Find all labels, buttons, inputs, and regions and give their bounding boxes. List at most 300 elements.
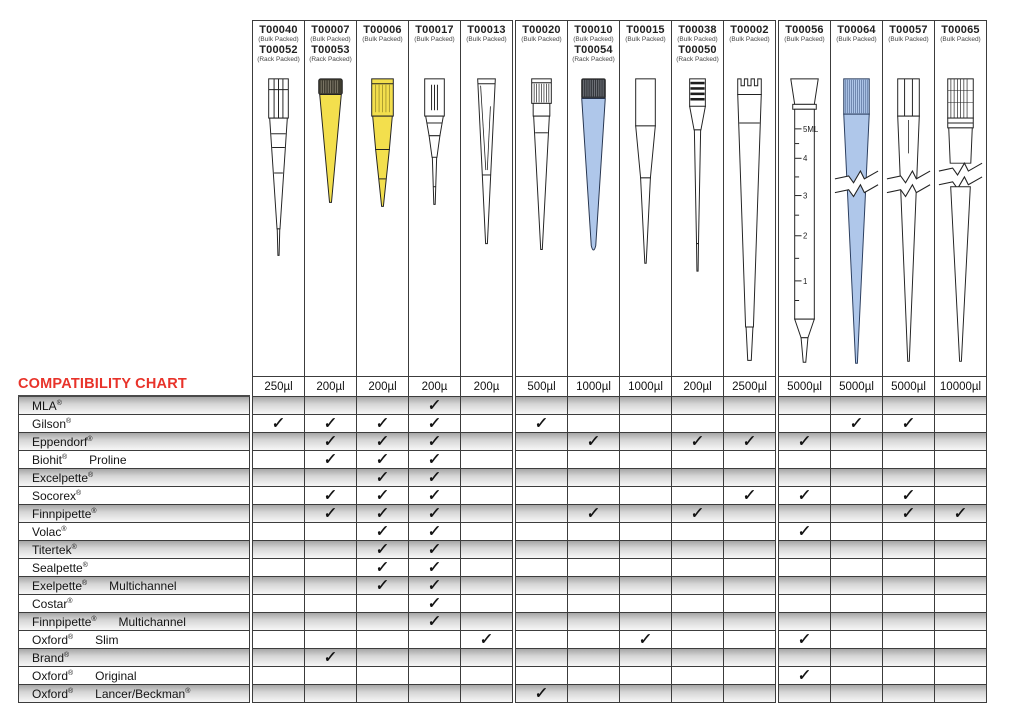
pack-type: (Bulk Packed) [784,36,825,43]
compat-cell [724,505,775,523]
compat-cell [779,469,830,487]
compat-cell [253,541,304,559]
compat-cell [831,523,882,541]
product-codes [466,21,506,74]
check-mark: ✓ [534,684,549,703]
compat-cell [305,505,356,523]
graduation-label: 4 [803,154,808,164]
compat-cell [672,469,723,487]
product-column-header [779,20,830,377]
compat-cell [357,433,408,451]
check-mark: ✓ [427,576,442,595]
compat-cell [357,523,408,541]
product-code: T00038 [678,24,717,36]
compat-cell [672,631,723,649]
compat-cell [568,487,619,505]
compat-cell [672,541,723,559]
check-mark: ✓ [427,558,442,577]
product-column-header [831,20,882,377]
compat-cell [305,451,356,469]
brand-name: Biohit® [32,452,68,467]
product-code: T00040 [259,24,298,36]
compat-cell [568,397,619,415]
compat-cell [831,667,882,685]
compat-cell [724,523,775,541]
compat-cell [935,523,986,541]
brand-name: Volac® [32,524,67,539]
product-column-header [409,20,460,377]
compat-cell [724,685,775,703]
compat-cell [409,685,460,703]
pipette-tip-illustration [831,74,882,374]
compat-cell [935,649,986,667]
compat-cell [253,397,304,415]
compat-cell [516,505,567,523]
brand-name: Finnpipette® [32,614,97,629]
pack-type: (Bulk Packed) [836,36,877,43]
compat-cell [253,433,304,451]
compat-cell [568,523,619,541]
compat-cell [357,469,408,487]
compat-cell [409,541,460,559]
check-mark: ✓ [901,414,916,433]
product-column-header [620,20,671,377]
product-code: T00053 [311,44,350,56]
compat-cell [409,433,460,451]
compat-cell [516,631,567,649]
product-codes [888,21,928,74]
product-code: T00017 [415,24,454,36]
pack-type: (Bulk Packed) [362,36,403,43]
check-mark: ✓ [427,468,442,487]
brand-name: Sealpette® [32,560,88,575]
compat-cell [305,667,356,685]
compat-cell [568,505,619,523]
compat-cell [357,487,408,505]
compat-cell [883,397,934,415]
product-column-header [461,20,512,377]
compat-cell [672,595,723,613]
compat-cell [461,523,512,541]
compat-cell [568,577,619,595]
row-label [18,541,250,559]
volume-label: 5000µl [831,377,882,397]
product-column-header [672,20,723,377]
compat-cell [620,631,671,649]
product-codes [572,21,615,74]
compat-cell [461,649,512,667]
product-code: T00015 [626,24,665,36]
compat-cell [831,595,882,613]
product-codes [309,21,352,74]
row-label [18,433,250,451]
check-mark: ✓ [323,648,338,667]
compat-cell [620,613,671,631]
pack-type: (Bulk Packed) [310,36,351,43]
compat-cell [779,577,830,595]
compat-cell [568,649,619,667]
compat-cell [779,595,830,613]
compat-cell [516,577,567,595]
brand-qualifier: Proline [89,452,127,467]
product-codes [521,21,561,74]
row-label [18,523,250,541]
compat-cell [568,595,619,613]
pipette-tip-illustration [724,74,775,374]
compat-cell [253,523,304,541]
pack-type: (Bulk Packed) [729,36,770,43]
volume-label: 2500µl [724,377,775,397]
compat-cell [568,433,619,451]
compat-cell [672,577,723,595]
compat-cell [935,613,986,631]
compat-cell [672,559,723,577]
compat-cell [831,613,882,631]
product-column [935,20,987,703]
brand-qualifier: Multichannel [118,614,186,629]
compat-cell [516,649,567,667]
check-mark: ✓ [323,414,338,433]
compat-cell [568,469,619,487]
compat-cell [779,559,830,577]
compat-cell [409,505,460,523]
brand-name: Oxford® [32,632,74,647]
column-group-1 [252,20,513,703]
pipette-tip-illustration [672,74,723,374]
check-mark: ✓ [427,486,442,505]
volume-label: 5000µl [883,377,934,397]
row-label [18,613,250,631]
row-label [18,505,250,523]
compat-cell [357,667,408,685]
compat-cell [461,451,512,469]
compat-cell [253,559,304,577]
compat-cell [568,415,619,433]
compat-cell [935,451,986,469]
compat-cell [461,613,512,631]
check-mark: ✓ [427,396,442,415]
pack-type: (Bulk Packed) [940,36,981,43]
compat-cell [883,631,934,649]
compat-cell [620,523,671,541]
compat-cell [935,595,986,613]
compat-cell [305,487,356,505]
graduation-label: 5ML [803,124,819,134]
compat-cell [253,631,304,649]
product-code: T00064 [837,24,876,36]
compat-cell [831,487,882,505]
compat-cell [305,541,356,559]
check-mark: ✓ [375,468,390,487]
compat-cell [724,595,775,613]
compat-cell [357,685,408,703]
compat-cell [461,685,512,703]
compat-cell [883,415,934,433]
compat-cell [568,613,619,631]
compat-cell [409,487,460,505]
pack-type: (Bulk Packed) [521,36,562,43]
compat-cell [409,451,460,469]
compat-cell [883,541,934,559]
product-code: T00057 [889,24,928,36]
row-label [18,631,250,649]
volume-label: 1000µl [568,377,619,397]
check-mark: ✓ [375,522,390,541]
product-column [409,20,461,703]
compat-cell [409,523,460,541]
compat-cell [357,451,408,469]
pipette-tip-illustration [305,74,356,374]
check-mark: ✓ [375,558,390,577]
compat-cell [461,595,512,613]
row-label [18,559,250,577]
compat-cell [620,667,671,685]
compat-cell [935,631,986,649]
compat-cell [461,577,512,595]
product-codes [676,21,719,74]
pack-type: (Bulk Packed) [573,36,614,43]
brand-name: MLA® [32,398,62,413]
compat-cell [831,631,882,649]
check-mark: ✓ [427,540,442,559]
check-mark: ✓ [375,576,390,595]
compat-cell [305,649,356,667]
compat-cell [516,487,567,505]
compat-cell [409,559,460,577]
compat-cell [620,397,671,415]
compat-cell [724,613,775,631]
compat-cell [935,415,986,433]
compat-cell [724,397,775,415]
compat-cell [935,667,986,685]
product-code: T00065 [941,24,980,36]
row-label [18,685,250,703]
brand-name: Gilson® [32,416,72,431]
product-column-header [724,20,775,377]
brand-name: Socorex® [32,488,82,503]
chart-title: COMPATIBILITY CHART [18,376,187,392]
compat-cell [357,631,408,649]
compat-cell [831,559,882,577]
brand-qualifier: Lancer/Beckman® [95,686,191,701]
brand-name: Eppendorf® [32,434,93,449]
compat-cell [620,559,671,577]
compat-cell [779,685,830,703]
compat-cell [883,649,934,667]
compat-cell [357,505,408,523]
compat-cell [779,415,830,433]
compat-cell [779,649,830,667]
pipette-tip-illustration [779,74,830,374]
compat-cell [357,415,408,433]
compat-cell [409,667,460,685]
check-mark: ✓ [797,630,812,649]
product-column [253,20,305,703]
row-label [18,649,250,667]
product-column [831,20,883,703]
pipette-tip-illustration [409,74,460,374]
check-mark: ✓ [323,504,338,523]
compatibility-table [18,20,1030,703]
check-mark: ✓ [797,432,812,451]
compat-cell [620,415,671,433]
compat-cell [253,415,304,433]
compat-cell [568,451,619,469]
check-mark: ✓ [586,432,601,451]
product-column [305,20,357,703]
compat-cell [620,451,671,469]
compat-cell [779,667,830,685]
compat-cell [253,505,304,523]
compat-cell [831,415,882,433]
compat-cell [779,631,830,649]
compat-cell [935,397,986,415]
check-mark: ✓ [323,450,338,469]
compat-cell [831,433,882,451]
product-column [357,20,409,703]
compat-cell [305,397,356,415]
compat-cell [883,433,934,451]
row-label [18,451,250,469]
compat-cell [409,469,460,487]
brand-qualifier: Slim [95,632,119,647]
compat-cell [357,541,408,559]
check-mark: ✓ [586,504,601,523]
compat-cell [620,577,671,595]
compat-cell [883,595,934,613]
compat-cell [620,433,671,451]
compat-cell [568,541,619,559]
pack-type: (Rack Packed) [309,56,352,63]
check-mark: ✓ [427,522,442,541]
volume-label: 5000µl [779,377,830,397]
check-mark: ✓ [690,432,705,451]
compat-cell [724,541,775,559]
graduation-label: 1 [803,276,808,286]
check-mark: ✓ [427,450,442,469]
compat-cell [672,451,723,469]
compat-cell [461,559,512,577]
compat-cell [779,523,830,541]
check-mark: ✓ [375,432,390,451]
compat-cell [357,595,408,613]
pipette-tip-illustration [516,74,567,374]
title-cell [18,377,250,397]
compat-cell [620,649,671,667]
compat-cell [568,685,619,703]
compat-cell [305,469,356,487]
compat-cell [409,613,460,631]
brand-name: Brand® [32,650,70,665]
compat-cell [724,667,775,685]
compat-cell [461,667,512,685]
compat-cell [461,487,512,505]
compat-cell [253,685,304,703]
graduation-label: 2 [803,231,808,241]
compat-cell [724,631,775,649]
check-mark: ✓ [427,594,442,613]
compat-cell [516,451,567,469]
compat-cell [305,415,356,433]
check-mark: ✓ [427,504,442,523]
check-mark: ✓ [375,504,390,523]
check-mark: ✓ [375,414,390,433]
product-codes [625,21,665,74]
check-mark: ✓ [534,414,549,433]
compat-cell [831,541,882,559]
product-codes [729,21,769,74]
product-column [568,20,620,703]
compat-cell [831,469,882,487]
pack-type: (Bulk Packed) [258,36,299,43]
product-column [883,20,935,703]
compat-cell [831,649,882,667]
compat-cell [935,685,986,703]
compat-cell [779,451,830,469]
check-mark: ✓ [742,432,757,451]
check-mark: ✓ [797,522,812,541]
product-codes [414,21,454,74]
compat-cell [724,451,775,469]
compat-cell [305,631,356,649]
pack-type: (Bulk Packed) [414,36,455,43]
compat-cell [305,577,356,595]
row-label [18,577,250,595]
compat-cell [883,685,934,703]
product-code: T00002 [730,24,769,36]
compat-cell [779,433,830,451]
pipette-tip-illustration [568,74,619,374]
compat-cell [831,505,882,523]
compat-cell [461,469,512,487]
pipette-tip-illustration [935,74,986,374]
product-column-header [516,20,567,377]
row-label [18,469,250,487]
check-mark: ✓ [901,486,916,505]
compat-cell [620,469,671,487]
compat-cell [672,397,723,415]
volume-label: 250µl [253,377,304,397]
volume-label: 500µl [516,377,567,397]
brand-name: Costar® [32,596,73,611]
volume-label: 200µ [461,377,512,397]
compat-cell [461,505,512,523]
product-column-header [305,20,356,377]
check-mark: ✓ [953,504,968,523]
compat-cell [357,577,408,595]
compat-cell [672,613,723,631]
compat-cell [935,505,986,523]
compat-cell [883,505,934,523]
product-column-header [935,20,986,377]
compat-cell [724,415,775,433]
row-label [18,595,250,613]
compat-cell [409,415,460,433]
compat-cell [935,541,986,559]
compat-cell [516,667,567,685]
compat-cell [883,667,934,685]
compat-cell [357,397,408,415]
brand-name: Excelpette® [32,470,94,485]
compat-cell [461,433,512,451]
check-mark: ✓ [323,432,338,451]
product-codes [940,21,980,74]
check-mark: ✓ [323,486,338,505]
brand-name: Exelpette® [32,578,88,593]
product-code: T00006 [363,24,402,36]
compat-cell [620,685,671,703]
pipette-tip-illustration [357,74,408,374]
